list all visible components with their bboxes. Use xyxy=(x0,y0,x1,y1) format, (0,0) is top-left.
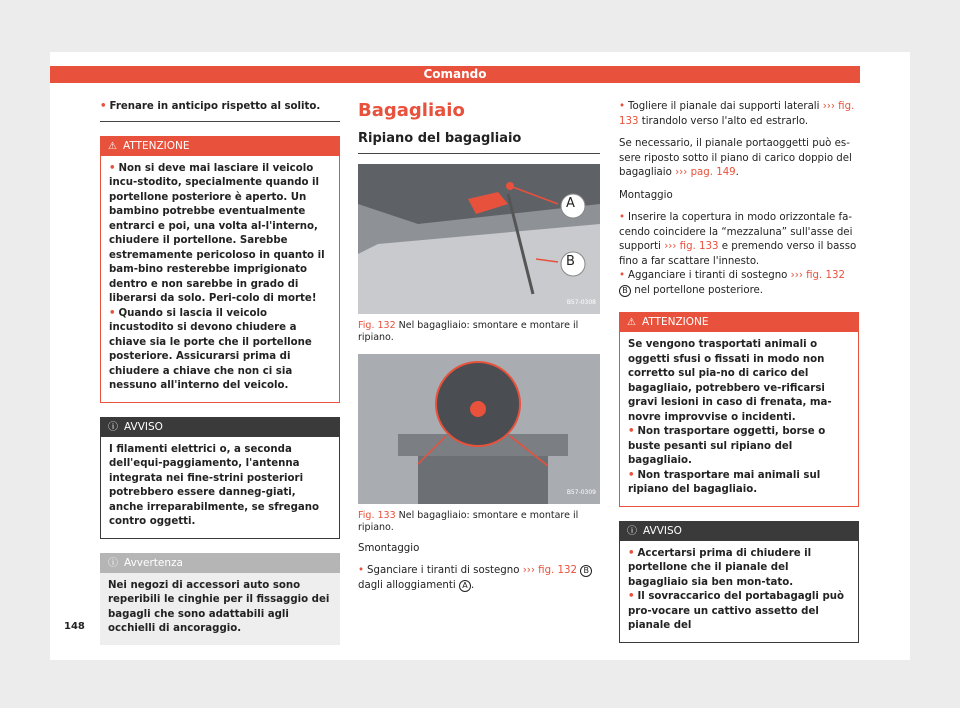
step-bullet: • Agganciare i tiranti di sostegno ››› fig. 132 B nel portellone posteriore. xyxy=(619,270,845,296)
notice-header: ⓘ AVVISO xyxy=(619,521,859,541)
section-subtitle: Ripiano del bagagliaio xyxy=(358,131,522,146)
figure-caption: Fig. 133 Nel bagagliaio: smontare e montare il ripiano. xyxy=(358,509,579,533)
warning-header: ⚠ ATTENZIONE xyxy=(619,312,859,332)
note-box xyxy=(100,553,340,645)
fig-link[interactable]: ››› fig. 133 xyxy=(664,241,719,252)
step-bullet: • Inserire la copertura in modo orizzontale fa-cendo coincidere la “mezzaluna” sull'asse dei supporti ››› fig. 133 e premendo verso il basso fino a far scattare l'innesto. xyxy=(619,212,857,267)
warning-body xyxy=(619,332,859,507)
smontaggio-step: • Sganciare i tiranti di sostegno ››› fig. 132 B dagli alloggiamenti A . xyxy=(358,564,600,593)
callout-a: A xyxy=(566,195,575,211)
warning-box xyxy=(100,136,340,403)
column-middle xyxy=(358,100,600,593)
fig-link[interactable]: ››› fig. 132 xyxy=(790,270,845,281)
notice-text: I filamenti elettrici o, a seconda dell'equi-paggiamento, l'antenna integrata nei fine-strini posteriori potrebbero essere danneg-giati, anche irreparabilmente, se sfregano contro oggetti. xyxy=(109,443,320,527)
warning-box xyxy=(619,312,859,507)
notice-box xyxy=(100,417,340,539)
bullet-icon: • xyxy=(100,101,107,112)
warning-bullet: • Quando si lascia il veicolo incustodito si devono chiudere a chiave sia le porte che il portellone posteriore. Assicurarsi prima di chiudere a chiave che non ci sia nessuno all'interno del veicolo. xyxy=(109,307,312,391)
callout-b: B xyxy=(566,253,575,269)
notice-bullet: • Accertarsi prima di chiudere il portellone che il pianale del bagagliaio sia ben mon-tato. xyxy=(628,547,812,588)
note-header: ⓘ Avvertenza xyxy=(100,553,340,573)
warning-header: ⚠ ATTENZIONE xyxy=(100,136,340,156)
section-title: Bagagliaio xyxy=(358,100,465,121)
trunk-lid-illustration xyxy=(358,164,600,314)
paragraph: Se necessario, il pianale portaoggetti può es-sere riposto sotto il piano di carico doppio del bagagliaio ››› pag. 149. xyxy=(619,138,852,178)
info-circle-icon: ⓘ xyxy=(108,421,118,433)
fig-link[interactable]: ››› fig. 132 xyxy=(522,565,577,576)
smontaggio-heading: Smontaggio xyxy=(358,542,420,554)
step-bullet: • Togliere il pianale dai supporti laterali ››› fig. 133 tirandolo verso l'alto ed estrarlo. xyxy=(619,101,855,127)
figure-code: B57-0308 xyxy=(566,299,596,306)
warning-triangle-icon: ⚠ xyxy=(108,140,117,152)
warning-text: Se vengono trasportati animali o oggetti sfusi o fissati in modo non corretto sul pia-no di carico del bagagliaio, potrebbero ve-rificarsi gravi lesioni in caso di frenata, ma-novre improvvise o incidenti. xyxy=(628,339,832,423)
warning-triangle-icon: ⚠ xyxy=(627,317,636,328)
warning-bullet: • Non trasportare mai animali sul ripiano del bagagliaio. xyxy=(628,469,821,495)
figure-132 xyxy=(358,164,600,314)
notice-bullet: • Il sovraccarico del portabagagli può pro-vocare un cattivo assetto del pianale del xyxy=(628,591,845,631)
divider xyxy=(100,121,340,122)
note-body xyxy=(100,573,340,645)
warning-bullet: • Non trasportare oggetti, borse o buste pesanti sul ripiano del bagagliaio. xyxy=(628,426,826,466)
figure-caption: Fig. 132 Nel bagagliaio: smontare e montare il ripiano. xyxy=(358,319,579,343)
notice-header: ⓘ AVVISO xyxy=(100,417,340,437)
info-circle-icon: ⓘ xyxy=(627,525,637,537)
notice-body xyxy=(619,541,859,643)
montaggio-heading: Montaggio xyxy=(619,189,673,201)
warning-bullet: • Non si deve mai lasciare il veicolo incu-stodito, specialmente quando il portellone posteriore è aperto. Un bambino potrebbe eventualmente entrarci e poi, una volta al-l'interno, chiudere il portellone. Sarebbe estremamente pericoloso in quanto il bam-bino resterebbe imprigionato dentro e non sarebbe in grado di liberarsi da solo. Peri-colo di morte! xyxy=(109,162,325,304)
note-text: Nei negozi di accessori auto sono reperibili le cinghie per il fissaggio dei bagagli che sono adattabili agli occhielli di ancoraggio. xyxy=(108,579,330,634)
trunk-shelf-illustration xyxy=(358,354,600,504)
fig-link[interactable]: ››› fig. 133 xyxy=(619,101,855,127)
intro-bullet: • Frenare in anticipo rispetto al solito. xyxy=(100,101,321,112)
column-left xyxy=(100,100,340,645)
chapter-header: Comando xyxy=(50,66,860,83)
figure-133 xyxy=(358,354,600,504)
warning-body xyxy=(100,156,340,403)
column-right xyxy=(619,100,859,643)
page-number: 148 xyxy=(64,621,85,632)
notice-box xyxy=(619,521,859,643)
note-icon: ⓘ xyxy=(108,557,118,569)
figure-code: B57-0309 xyxy=(566,489,596,496)
page-link[interactable]: ››› pag. 149 xyxy=(675,167,736,178)
notice-body xyxy=(100,437,340,539)
divider xyxy=(358,153,600,154)
